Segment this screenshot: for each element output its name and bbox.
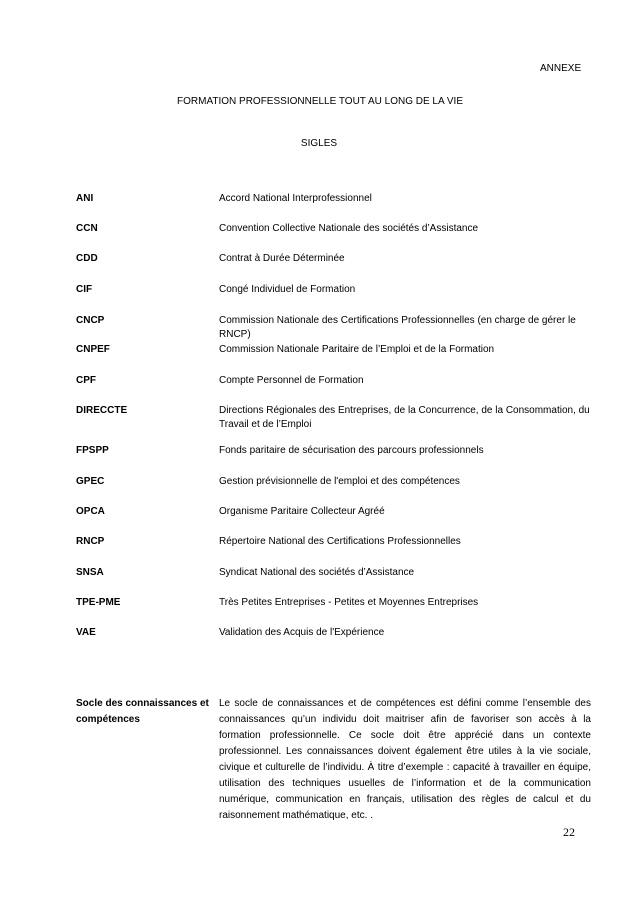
acronym-definition: Organisme Paritaire Collecteur Agréé xyxy=(219,506,385,517)
acronym-definition: Syndicat National des sociétés d’Assistance xyxy=(219,567,415,578)
annexe-label: ANNEXE xyxy=(540,63,582,74)
acronym-code: OPCA xyxy=(76,506,105,517)
acronym-code: RNCP xyxy=(76,536,105,547)
acronym-code: ANI xyxy=(76,193,94,204)
acronym-definition: Commission Nationale des Certifications Professionnelles (en charge de gérer le RNCP) xyxy=(219,315,576,340)
acronym-definition: Contrat à Durée Déterminée xyxy=(219,253,345,264)
acronym-code: CCN xyxy=(76,223,98,234)
acronym-code: VAE xyxy=(76,627,96,638)
acronym-code: CDD xyxy=(76,253,98,264)
acronym-definition: Compte Personnel de Formation xyxy=(219,375,364,386)
acronym-code: CNCP xyxy=(76,315,105,326)
page-number: 22 xyxy=(563,825,575,839)
acronym-definition: Validation des Acquis de l'Expérience xyxy=(219,627,385,638)
document-title-text: FORMATION PROFESSIONNELLE TOUT AU LONG DE LA VIE xyxy=(177,96,463,107)
acronym-code: GPEC xyxy=(76,476,105,487)
document-title xyxy=(0,96,638,107)
acronym-definition: Directions Régionales des Entreprises, de la Concurrence, de la Consommation, du Travail et de l’Emploi xyxy=(219,405,590,430)
acronym-code: CPF xyxy=(76,375,96,386)
acronym-definition: Accord National Interprofessionnel xyxy=(219,193,372,204)
acronym-code: DIRECCTE xyxy=(76,405,128,416)
section-title: SIGLES xyxy=(300,138,338,149)
acronym-definition: Gestion prévisionnelle de l'emploi et des compétences xyxy=(219,476,460,487)
acronym-definition: Répertoire National des Certifications Professionnelles xyxy=(219,536,461,547)
acronym-definition: Congé Individuel de Formation xyxy=(219,284,356,295)
acronym-definition: Convention Collective Nationale des sociétés d’Assistance xyxy=(219,223,479,234)
acronym-code: CNPEF xyxy=(76,344,110,355)
acronym-definition: Très Petites Entreprises - Petites et Moyennes Entreprises xyxy=(219,597,479,608)
socle-definition: Le socle de connaissances et de compétences est défini comme l’ensemble des connaissances qu’un individu doit maitriser afin de favoriser son accès à la formation professionnelle. Ce socle doit être apprécié dans un contexte professionnel. Les connaissances doivent également être utiles à la vie sociale, civique et culturelle de l’individu. À titre d’exemple : capacité à travailler en équipe, utilisation des techniques usuelles de l’information et de la communication numérique, communication en français, utilisation des règles de calcul et du raisonnement mathématique, etc. . xyxy=(219,698,591,821)
acronym-definition: Commission Nationale Paritaire de l’Emploi et de la Formation xyxy=(219,344,495,355)
acronym-code: SNSA xyxy=(76,567,104,578)
acronym-code: CIF xyxy=(76,284,93,295)
acronym-code: FPSPP xyxy=(76,445,109,456)
acronym-code: TPE-PME xyxy=(76,597,121,608)
socle-term: Socle des connaissances et compétences xyxy=(76,698,209,725)
acronym-definition: Fonds paritaire de sécurisation des parcours professionnels xyxy=(219,445,484,456)
